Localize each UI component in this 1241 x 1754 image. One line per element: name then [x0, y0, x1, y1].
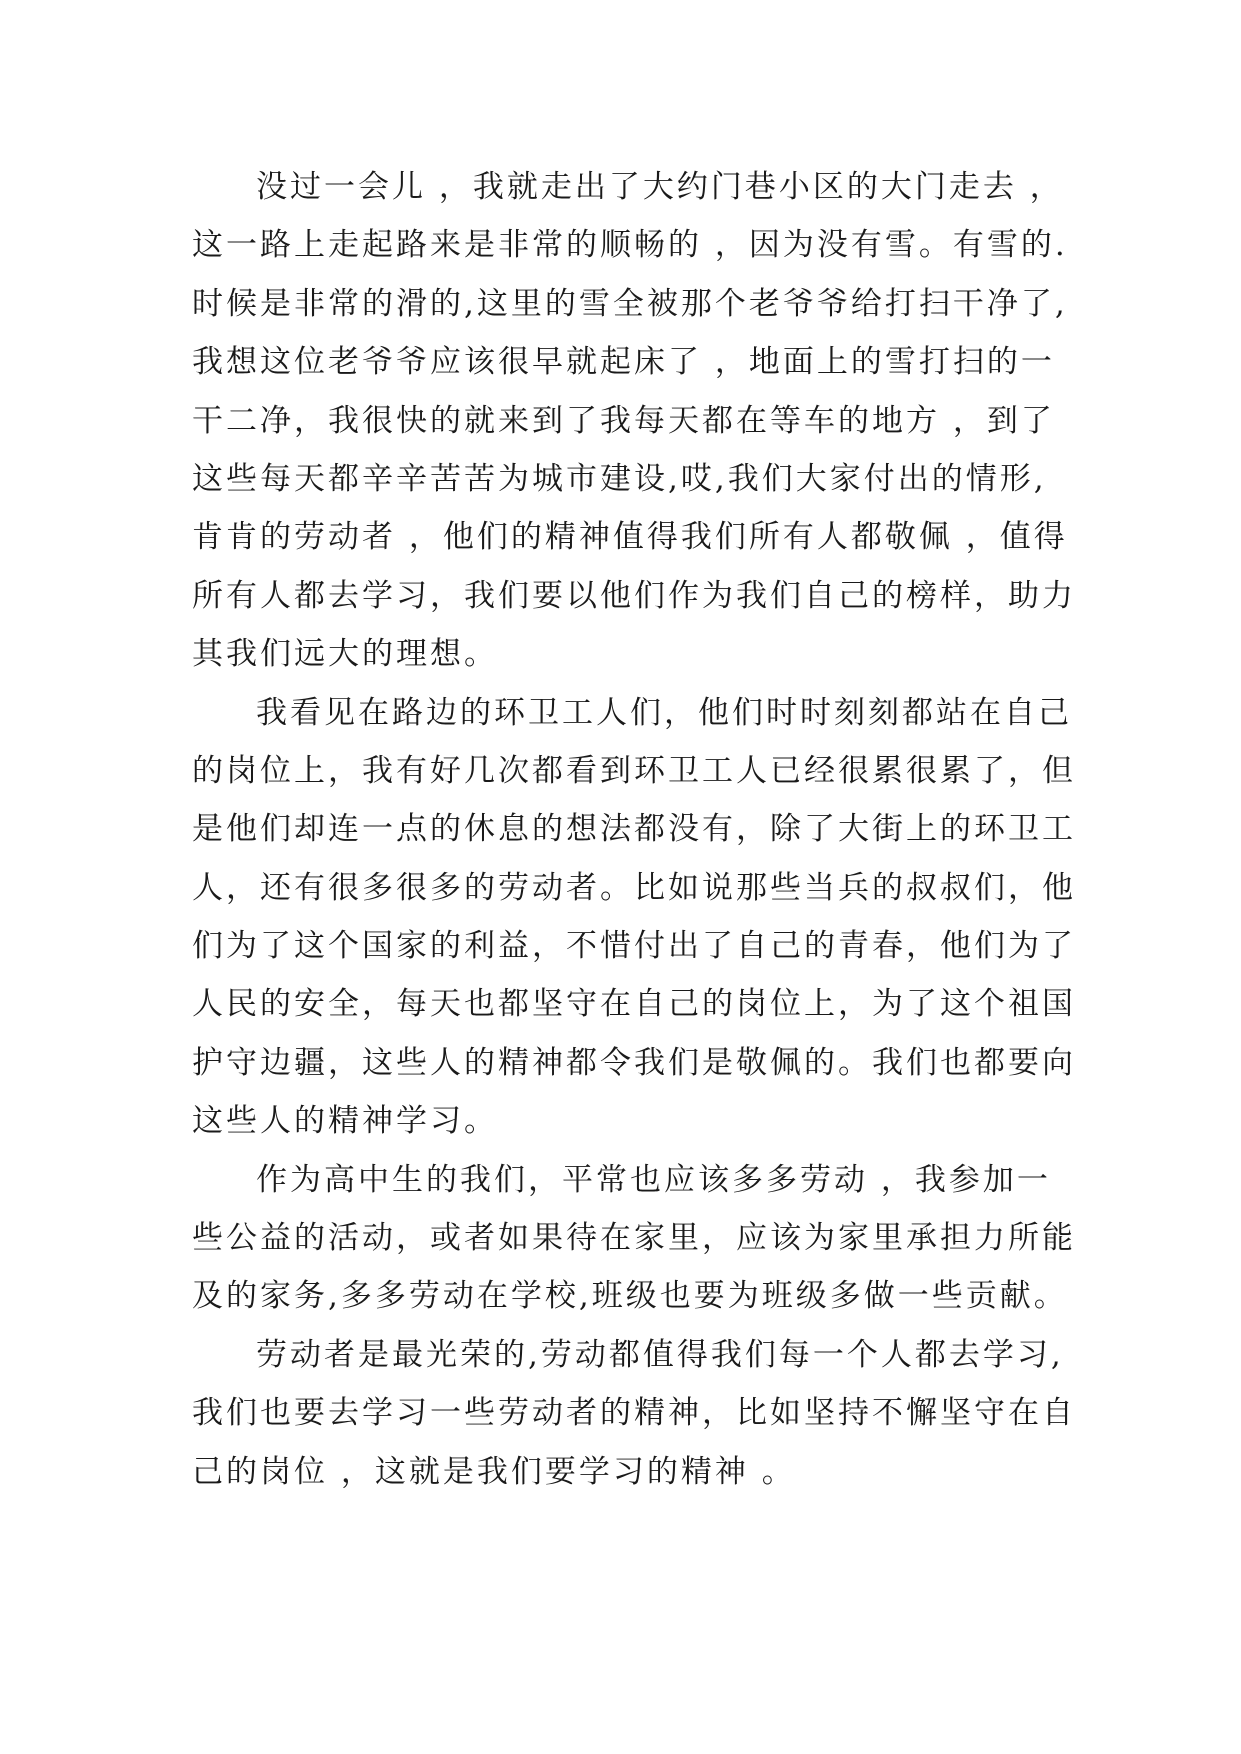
- text-line: 是他们却连一点的休息的想法都没有，除了大街上的环卫工: [192, 811, 1076, 848]
- text-line: 些公益的活动，或者如果待在家里，应该为家里承担力所能: [192, 1220, 1076, 1257]
- text-line: 干二净，我很快的就来到了我每天都在等车的地方 ，到了: [192, 402, 1055, 439]
- text-line: 其我们远大的理想。: [192, 636, 498, 673]
- text-line: 己的岗位 ，这就是我们要学习的精神 。: [192, 1453, 796, 1490]
- text-line: 没过一会儿 ，我就走出了大约门巷小区的大门走去 ，: [256, 169, 1064, 205]
- text-line: 所有人都去学习，我们要以他们作为我们自己的榜样，助力: [192, 577, 1076, 614]
- text-line: 的岗位上，我有好几次都看到环卫工人已经很累很累了，但: [192, 752, 1076, 789]
- text-line: 肯肯的劳动者 ，他们的精神值得我们所有人都敬佩 ，值得: [192, 519, 1068, 556]
- text-line: 人，还有很多很多的劳动者。比如说那些当兵的叔叔们，他: [192, 869, 1076, 906]
- text-line: 护守边疆，这些人的精神都令我们是敬佩的。我们也都要向: [192, 1044, 1076, 1081]
- text-line: 及的家务,多多劳动在学校,班级也要为班级多做一些贡献。: [192, 1278, 1068, 1315]
- text-line: 我想这位老爷爷应该很早就起床了 ，地面上的雪打扫的一: [192, 344, 1055, 381]
- text-line: 我们也要去学习一些劳动者的精神，比如坚持不懈坚守在自: [192, 1395, 1076, 1432]
- text-line: 作为高中生的我们，平常也应该多多劳动 ，我参加一: [256, 1161, 1051, 1198]
- text-line: 我看见在路边的环卫工人们，他们时时刻刻都站在自己: [256, 694, 1072, 731]
- text-line: 时候是非常的滑的,这里的雪全被那个老爷爷给打扫干净了,: [192, 285, 1068, 322]
- body-text: [192, 158, 1092, 1501]
- text-line: 这些每天都辛辛苦苦为城市建设,哎,我们大家付出的情形,: [192, 460, 1047, 497]
- text-line: 劳动者是最光荣的,劳动都值得我们每一个人都去学习,: [256, 1336, 1064, 1373]
- text-line: 人民的安全，每天也都坚守在自己的岗位上，为了这个祖国: [192, 986, 1076, 1023]
- text-line: 们为了这个国家的利益，不惜付出了自己的青春，他们为了: [192, 928, 1076, 965]
- text-line: 这些人的精神学习。: [192, 1103, 498, 1140]
- text-line: 这一路上走起路来是非常的顺畅的 ，因为没有雪。有雪的.: [192, 227, 1068, 264]
